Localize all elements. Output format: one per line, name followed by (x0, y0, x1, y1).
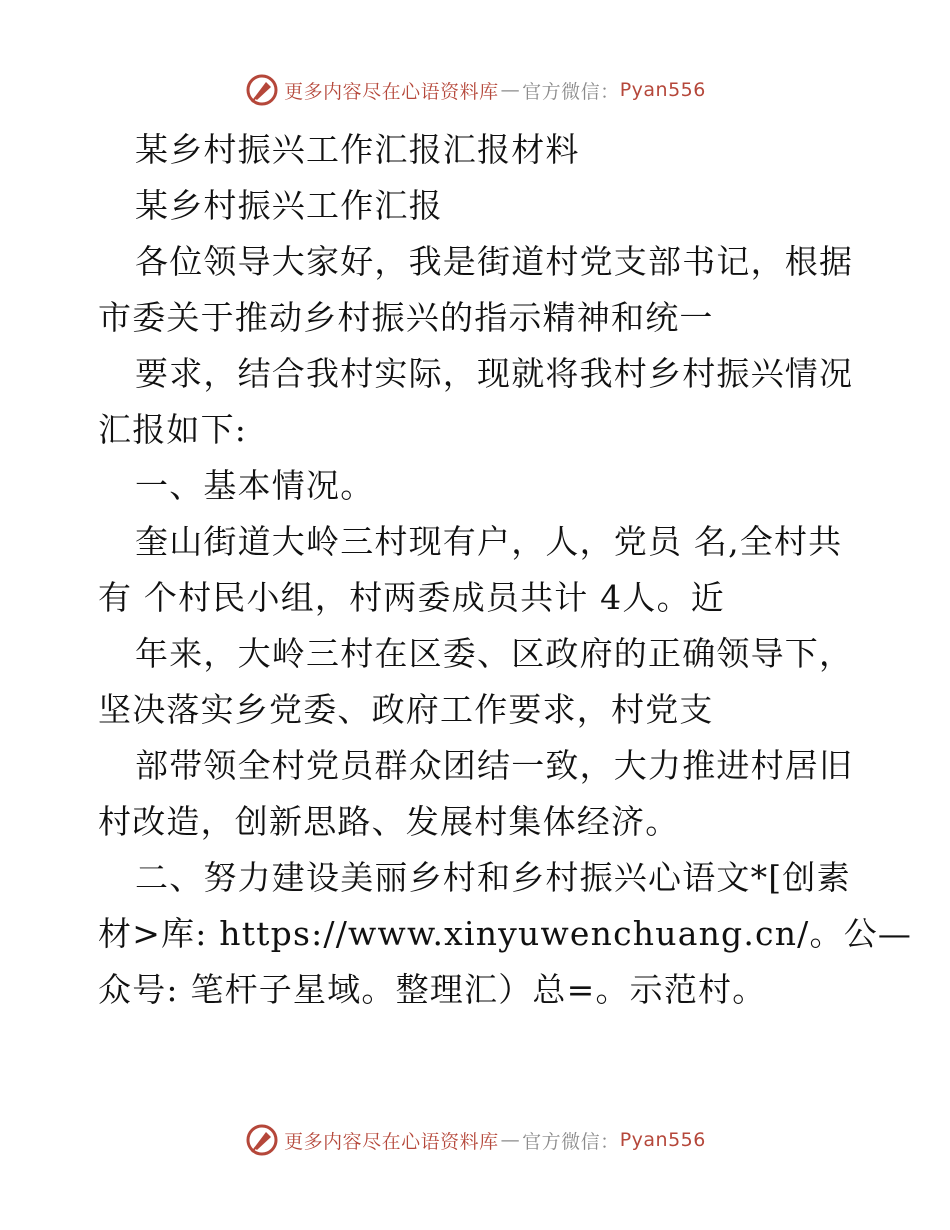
paragraph-line: 材>库: https://www.xinyuwenchuang.cn/。公— (98, 914, 913, 953)
paragraph-line: 奎山街道大岭三村现有户，人，党员 名,全村共 (135, 522, 843, 561)
footer-watermark (0, 1120, 950, 1160)
paragraph-line: 年来，大岭三村在区委、区政府的正确领导下， (135, 634, 854, 673)
watermark-site: 更多内容尽在心语资料库 (284, 80, 499, 103)
paragraph-line: 汇报如下: (98, 410, 248, 449)
pen-nib-logo-icon (244, 1122, 280, 1158)
document-body (98, 122, 913, 1018)
watermark-dash: — (500, 1129, 521, 1151)
document-subtitle: 某乡村振兴工作汇报 (135, 186, 443, 225)
paragraph-line: 要求，结合我村实际，现就将我村乡村振兴情况 (135, 354, 854, 393)
paragraph-line: 坚决落实乡党委、政府工作要求，村党支 (98, 690, 714, 729)
watermark-wechat-id: Pyan556 (619, 79, 706, 101)
paragraph-line: 有 个村民小组，村两委成员共计 4人。近 (98, 578, 725, 617)
section-heading: 二、努力建设美丽乡村和乡村振兴心语文*[创素 (135, 858, 851, 897)
header-watermark (0, 70, 950, 110)
watermark-dash: — (500, 79, 521, 101)
document-title: 某乡村振兴工作汇报汇报材料 (135, 130, 580, 169)
paragraph-line: 众号: 笔杆子星域。整理汇）总=。示范村。 (98, 970, 767, 1009)
watermark-wechat-id: Pyan556 (619, 1129, 706, 1151)
watermark-label: 官方微信： (522, 1130, 620, 1153)
paragraph-line: 村改造，创新思路、发展村集体经济。 (98, 802, 680, 841)
watermark-label: 官方微信： (522, 80, 620, 103)
paragraph-line: 部带领全村党员群众团结一致，大力推进村居旧 (135, 746, 854, 785)
watermark-site: 更多内容尽在心语资料库 (284, 1130, 499, 1153)
pen-nib-logo-icon (244, 72, 280, 108)
section-heading: 一、基本情况。 (135, 466, 375, 505)
paragraph-line: 市委关于推动乡村振兴的指示精神和统一 (98, 298, 714, 337)
paragraph-line: 各位领导大家好，我是街道村党支部书记，根据 (135, 242, 854, 281)
